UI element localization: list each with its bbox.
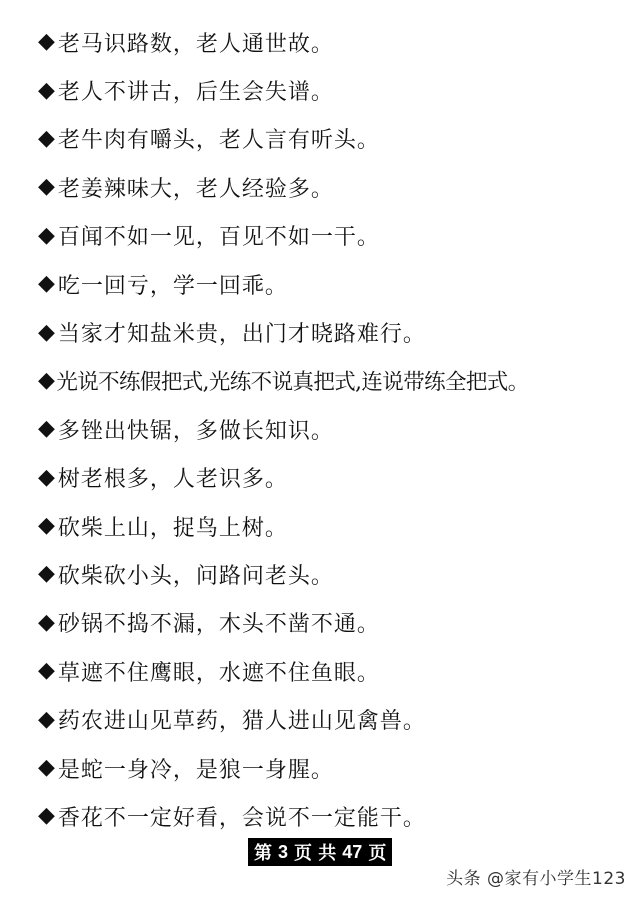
proverb-text: 多锉出快锯，多做长知识。	[57, 418, 334, 444]
proverb-line	[38, 308, 636, 356]
proverb-text: 药农进山见草药，猎人进山见禽兽。	[57, 709, 426, 735]
diamond-bullet-icon: ◆	[38, 367, 55, 393]
diamond-bullet-icon: ◆	[38, 513, 56, 539]
proverb-text: 砂锅不捣不漏，木头不凿不通。	[57, 612, 380, 638]
diamond-bullet-icon: ◆	[38, 319, 56, 345]
page-suffix: 页	[368, 843, 387, 864]
diamond-bullet-icon: ◆	[38, 706, 56, 732]
source-watermark: 头条 @家有小学生123	[446, 869, 626, 889]
proverb-text: 砍柴上山，捉鸟上树。	[57, 515, 288, 541]
proverb-text: 光说不练假把式,光练不说真把式,连说带练全把式。	[56, 370, 529, 396]
proverb-text: 老马识路数，老人通世故。	[57, 31, 334, 57]
proverb-line	[38, 115, 636, 163]
proverb-line	[38, 792, 636, 840]
proverb-list	[38, 18, 636, 841]
proverb-text: 老姜辣味大，老人经验多。	[57, 176, 334, 202]
proverb-text: 树老根多，人老识多。	[57, 467, 288, 493]
proverb-line	[38, 454, 636, 502]
diamond-bullet-icon: ◆	[38, 416, 56, 442]
proverb-line	[38, 357, 636, 405]
proverb-text: 当家才知盐米贵，出门才晓路难行。	[57, 322, 426, 348]
proverb-line	[38, 405, 636, 453]
diamond-bullet-icon: ◆	[38, 271, 56, 297]
proverb-text: 草遮不住鹰眼，水遮不住鱼眼。	[57, 660, 380, 686]
proverb-line	[38, 744, 636, 792]
page-prefix: 第	[254, 843, 272, 864]
proverb-line	[38, 18, 636, 66]
diamond-bullet-icon: ◆	[38, 125, 56, 151]
current-page-number: 3	[278, 841, 289, 862]
proverb-line	[38, 212, 636, 260]
diamond-bullet-icon: ◆	[38, 77, 56, 103]
diamond-bullet-icon: ◆	[38, 464, 56, 490]
proverb-line	[38, 66, 636, 114]
page-middle: 页 共	[294, 843, 337, 864]
proverb-line	[38, 260, 636, 308]
proverb-text: 吃一回亏，学一回乖。	[57, 273, 288, 299]
proverb-line	[38, 647, 636, 695]
diamond-bullet-icon: ◆	[38, 755, 56, 781]
proverb-text: 香花不一定好看，会说不一定能干。	[57, 805, 426, 831]
diamond-bullet-icon: ◆	[38, 658, 56, 684]
proverb-text: 老牛肉有嚼头，老人言有听头。	[57, 128, 380, 154]
proverb-line	[38, 550, 636, 598]
diamond-bullet-icon: ◆	[38, 561, 56, 587]
total-pages-number: 47	[342, 841, 363, 862]
proverb-text: 是蛇一身冷，是狼一身腥。	[57, 757, 334, 783]
proverb-line	[38, 599, 636, 647]
proverb-text: 砍柴砍小头，问路问老头。	[57, 563, 334, 589]
diamond-bullet-icon: ◆	[38, 174, 56, 200]
proverb-text: 百闻不如一见，百见不如一干。	[57, 225, 380, 251]
proverb-line	[38, 695, 636, 743]
diamond-bullet-icon: ◆	[38, 29, 56, 55]
diamond-bullet-icon: ◆	[38, 222, 56, 248]
proverb-line	[38, 163, 636, 211]
page-number-footer	[248, 838, 392, 866]
diamond-bullet-icon: ◆	[38, 609, 56, 635]
diamond-bullet-icon: ◆	[38, 803, 56, 829]
proverb-text: 老人不讲古，后生会失谱。	[57, 80, 334, 106]
proverb-line	[38, 502, 636, 550]
